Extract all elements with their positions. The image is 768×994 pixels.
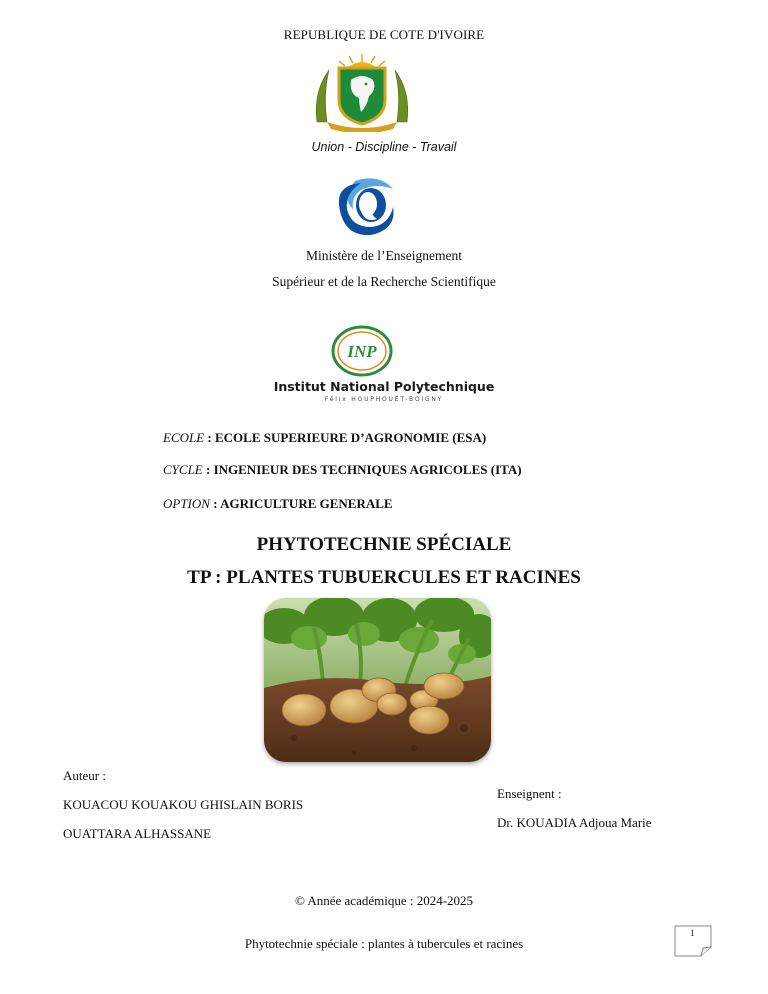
info-ecole-value: : ECOLE SUPERIEURE D’AGRONOMIE (ESA)	[204, 430, 487, 445]
ministry-logo	[331, 175, 403, 237]
teacher-label: Enseignent :	[497, 786, 562, 801]
document-title-1: PHYTOTECHNIE SPÉCIALE	[256, 534, 512, 555]
document-title-2: TP : PLANTES TUBUERCULES ET RACINES	[187, 567, 581, 588]
page-footer: Phytotechnie spéciale : plantes à tubercules et racines	[244, 936, 524, 951]
potato-plants-photo	[264, 598, 491, 762]
ministry-line-2: Supérieur et de la Recherche Scientifique	[272, 274, 496, 289]
info-cycle-key: CYCLE	[163, 462, 203, 477]
inp-logo	[331, 325, 393, 377]
institute-subtitle: Félix HOUPHOUËT-BOIGNY	[324, 396, 444, 403]
inp-logo-text: INP	[347, 342, 377, 361]
coat-of-arms-emblem	[309, 52, 415, 132]
national-motto: Union - Discipline - Travail	[311, 140, 457, 154]
info-option-value: : AGRICULTURE GENERALE	[209, 496, 393, 511]
academic-year: © Année académique : 2024-2025	[294, 893, 474, 908]
republic-name: REPUBLIQUE DE COTE D'IVOIRE	[283, 27, 485, 42]
info-option-key: OPTION	[163, 496, 210, 511]
info-cycle-value: : INGENIEUR DES TECHNIQUES AGRICOLES (ITA)	[202, 462, 522, 477]
info-ecole-key: ECOLE	[163, 430, 205, 445]
info-cycle	[163, 462, 522, 478]
page-number: 1	[690, 928, 695, 938]
info-option	[163, 496, 393, 512]
info-ecole	[163, 430, 486, 446]
author-name-1: KOUACOU KOUAKOU GHISLAIN BORIS	[63, 797, 304, 812]
teacher-name: Dr. KOUADIA Adjoua Marie	[497, 815, 652, 830]
institute-name: Institut National Polytechnique	[273, 379, 495, 394]
ministry-line-1: Ministère de l’Enseignement	[306, 248, 462, 263]
author-label: Auteur :	[63, 768, 106, 783]
author-name-2: OUATTARA ALHASSANE	[63, 826, 212, 841]
